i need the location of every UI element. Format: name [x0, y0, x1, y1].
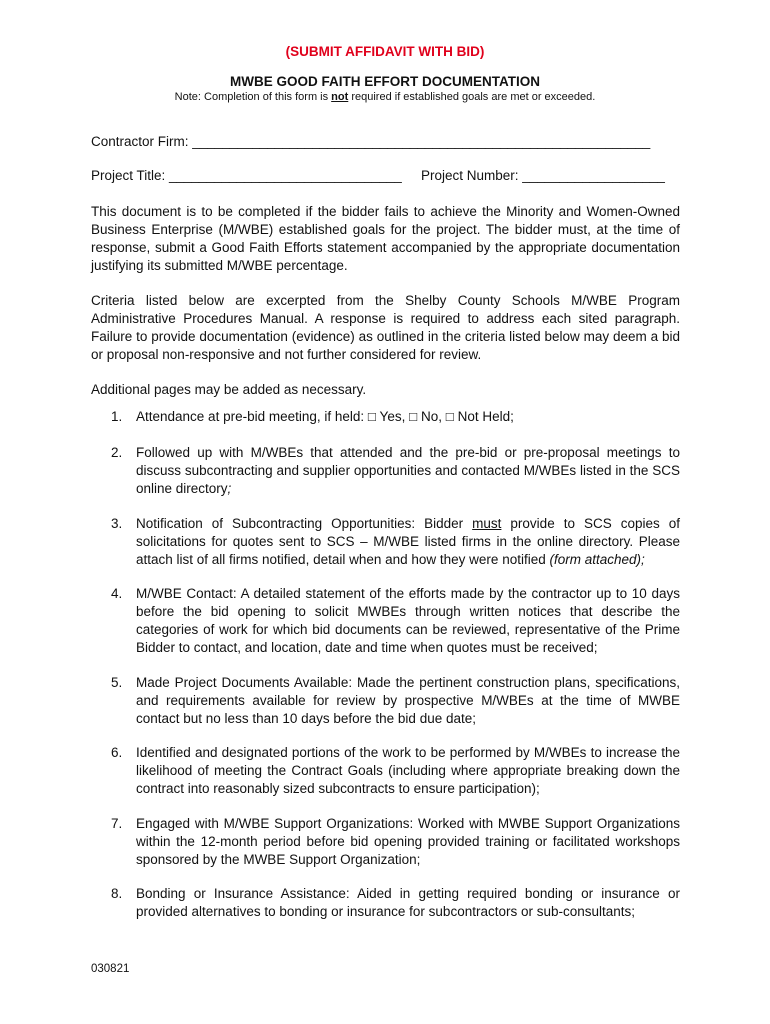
list-item: [91, 885, 680, 921]
item-number: 3.: [111, 516, 123, 531]
list-item: [91, 444, 680, 498]
intro-paragraph: This document is to be completed if the bidder fails to achieve the Minority and Women-Owned Business Enterprise (M/WBE) established goals for the project. The bidder must, at the time of response, submit a Good Faith Efforts statement accompanied by the appropriate documentation justifying its submitted M/WBE percentage.: [91, 204, 680, 273]
item-emphasis: must: [472, 516, 502, 531]
list-item: [91, 674, 680, 728]
item-number: 4.: [111, 586, 123, 601]
item-end: ;: [227, 481, 232, 496]
item-text: [136, 444, 680, 498]
item-number: 7.: [111, 816, 123, 831]
item-body: provide to SCS copies of solicitations for quotes sent to SCS – M/WBE listed firms in the online directory. Please attach list of all firms notified, detail when and how they were notified: [136, 516, 680, 567]
list-item: [91, 408, 680, 426]
list-item: [91, 585, 680, 657]
list-item: [91, 815, 680, 869]
item-number: 6.: [111, 745, 123, 760]
item-number: 1.: [111, 409, 123, 424]
note-text-end: required if established goals are met or exceeded.: [348, 91, 596, 103]
item-end: (form attached);: [549, 552, 645, 567]
item-number: 8.: [111, 886, 123, 901]
item-text: Made Project Documents Available: Made the pertinent construction plans, specifications, and requirements available for review by prospective M/WBEs at the time of MWBE contact but no less than 10 days before the bid due date;: [136, 675, 680, 726]
item-text: Identified and designated portions of the work to be performed by M/WBEs to increase the likelihood of meeting the Contract Goals (including where appropriate breaking down the contract into reasonably sized subcontracts to ensure participation);: [136, 745, 680, 796]
contractor-firm-field[interactable]: Contractor Firm: _____________________________________________________________: [91, 134, 651, 149]
item-number: 5.: [111, 675, 123, 690]
note-text-start: Note: Completion of this form is: [174, 91, 332, 103]
item-text: [136, 515, 680, 569]
item-text: Bonding or Insurance Assistance: Aided in getting required bonding or insurance or provided alternatives to bonding or insurance for subcontractors or sub-consultants;: [136, 886, 680, 919]
item-body: Followed up with M/WBEs that attended and the pre-bid or pre-proposal meetings to discuss subcontracting and supplier opportunities and contacted M/WBEs listed in the SCS online directory: [136, 445, 680, 496]
list-item: [91, 515, 680, 569]
submit-affidavit-note: (SUBMIT AFFIDAVIT WITH BID): [285, 44, 485, 59]
completion-note: [0, 91, 770, 103]
item-text: Engaged with M/WBE Support Organizations: Worked with MWBE Support Organizations within the 12-month period before bid opening provided training or facilitated workshops sponsored by the MWBE Support Organization;: [136, 816, 680, 867]
project-number-field[interactable]: Project Number: ___________________: [421, 168, 665, 183]
item-text: M/WBE Contact: A detailed statement of the efforts made by the contractor up to 10 days before the bid opening to solicit MWBEs through written notices that describe the categories of work for which bid documents can be reviewed, representative of the Prime Bidder to contact, and location, date and time when quotes must be received;: [136, 586, 680, 655]
page-title: MWBE GOOD FAITH EFFORT DOCUMENTATION: [230, 74, 540, 89]
note-emphasis: not: [331, 91, 349, 103]
item-pre: Notification of Subcontracting Opportunities: Bidder: [136, 516, 473, 531]
list-item: [91, 744, 680, 798]
criteria-paragraph: Criteria listed below are excerpted from the Shelby County Schools M/WBE Program Administrative Procedures Manual. A response is required to address each sited paragraph. Failure to provide documentation (evidence) as outlined in the criteria listed below may deem a bid or proposal non-responsive and not further considered for review.: [91, 293, 680, 362]
item-number: 2.: [111, 445, 123, 460]
project-title-field[interactable]: Project Title: _______________________________: [91, 168, 402, 183]
footer-code: 030821: [91, 963, 130, 975]
item-text: Attendance at pre-bid meeting, if held: □ Yes, □ No, □ Not Held;: [136, 409, 514, 424]
additional-pages-note: Additional pages may be added as necessary.: [91, 382, 367, 397]
